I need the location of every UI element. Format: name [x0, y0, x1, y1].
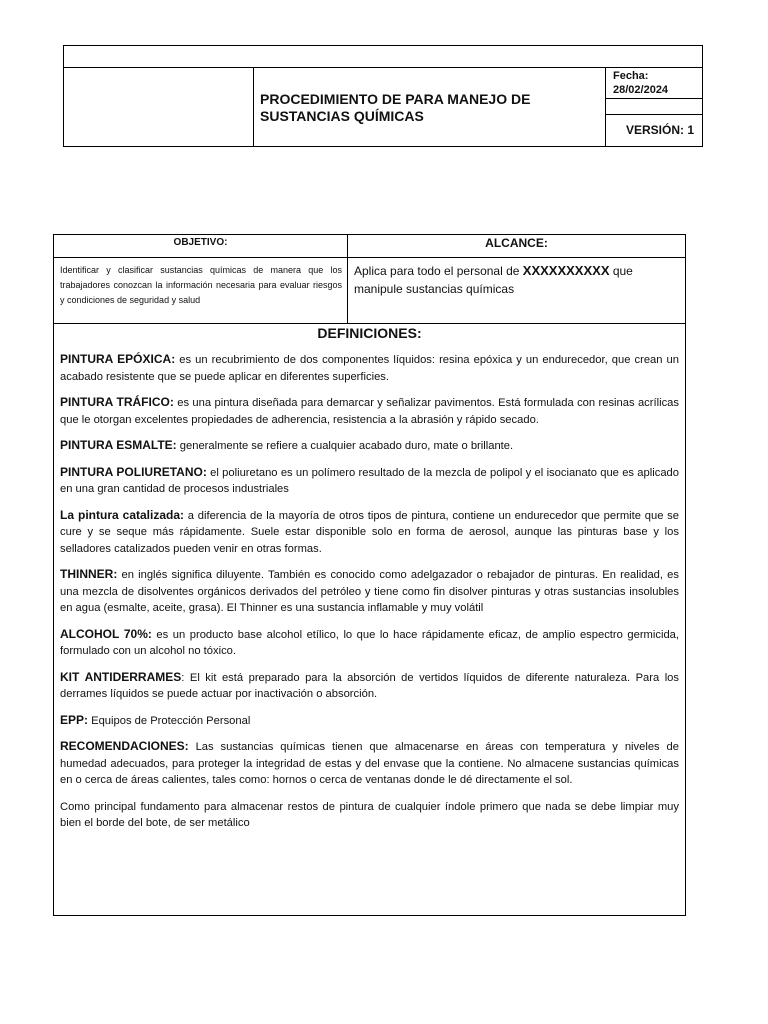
definition-text: Como principal fundamento para almacenar restos de pintura de cualquier índole primero que nada se debe limpiar muy bien el borde del bote, de ser metálico: [60, 800, 679, 829]
definition-item: [60, 738, 679, 789]
logo-cell: [64, 67, 254, 146]
definition-item: [60, 712, 679, 730]
alcance-text-before: Aplica para todo el personal de: [354, 264, 523, 278]
definition-text: Equipos de Protección Personal: [88, 714, 251, 727]
definition-term: PINTURA EPÓXICA:: [60, 352, 176, 366]
definition-text: en inglés significa diluyente. También es conocido como adelgazador o rebajador de pinturas. En realidad, es una mezcla de disolventes orgánicos derivados del petróleo y tiene como fin disolver pinturas y otras sustancias insolubles en agua (esmalte, aceite, grasa). El Thinner es una sustancia inflamable y muy volátil: [60, 569, 679, 614]
meta-divider: [606, 114, 702, 115]
definition-item: [60, 566, 679, 617]
definition-text: el poliuretano es un polímero resultado de la mezcla de polipol y el isocianato que es aplicado en una gran cantidad de procesos industriales: [60, 466, 679, 495]
row-divider: [54, 257, 685, 258]
row-divider: [54, 323, 685, 324]
definition-term: PINTURA TRÁFICO:: [60, 395, 174, 409]
objetivo-text: Identificar y clasificar sustancias químicas de manera que los trabajadores conozcan la información necesaria para evaluar riesgos y condiciones de seguridad y salud: [60, 265, 342, 305]
definition-item: [60, 798, 679, 832]
definiciones-heading: DEFINICIONES:: [317, 325, 422, 341]
definition-term: KIT ANTIDERRAMES: [60, 669, 182, 684]
meta-divider: [606, 98, 702, 99]
definition-term: PINTURA ESMALTE:: [60, 438, 177, 452]
definition-item: [60, 464, 679, 498]
date-value: 28/02/2024: [613, 84, 669, 96]
definition-term: EPP:: [60, 712, 89, 727]
alcance-text: [354, 262, 674, 298]
definition-text: a diferencia de la mayoría de otros tipos de pintura, contiene un endurecedor que permite que se cure y se seque más rápidamente. Suele estar disponible solo en forma de aerosol, aunque las pinturas base y los selladores catalizados pueden venir en otras formas.: [60, 509, 679, 555]
definition-item: [60, 394, 679, 428]
objetivo-heading: OBJETIVO:: [173, 237, 228, 248]
definition-term: ALCOHOL 70%:: [60, 626, 152, 641]
definition-item: [60, 437, 679, 455]
definition-term: THINNER:: [60, 567, 118, 581]
definition-term: La pintura catalizada:: [60, 507, 185, 522]
definition-item: [60, 351, 679, 385]
definition-item: [60, 507, 679, 558]
definition-term: RECOMENDACIONES:: [60, 739, 189, 753]
definition-text: es una pintura diseñada para demarcar y señalizar pavimentos. Está formulada con resinas acrílicas que le otorgan excelentes propiedades de adherencia, resistencia a la abrasión y rápido secado.: [60, 397, 679, 426]
alcance-heading: ALCANCE:: [485, 236, 548, 250]
date-label: Fecha:: [613, 70, 649, 82]
document-title: PROCEDIMIENTO DE PARA MANEJO DE SUSTANCIAS QUÍMICAS: [260, 91, 531, 124]
header-meta: [605, 67, 702, 146]
document-header: [63, 45, 703, 147]
definition-item: [60, 669, 679, 703]
definition-text: : El kit está preparado para la absorción de vertidos líquidos de diferente naturaleza. Para los derrames líquidos se puede actuar por inactivación o absorción.: [60, 671, 679, 700]
date-block: [613, 69, 668, 97]
company-name: XXXXXXXXXX: [522, 263, 610, 278]
procedure-table: [53, 234, 686, 916]
definition-text: Las sustancias químicas tienen que almacenarse en áreas con temperatura y niveles de humedad adecuados, para proteger la integridad de estas y del envase que la contiene. No almacene sustancias químicas en o cerca de áreas calientes, tales como: hornos o cerca de ventanas donde le dé directamente el sol.: [60, 741, 679, 786]
header-top-strip: [64, 46, 702, 68]
definition-term: PINTURA POLIURETANO:: [60, 464, 207, 479]
version-label: VERSIÓN: 1: [625, 123, 694, 137]
definition-text: generalmente se refiere a cualquier acabado duro, mate o brillante.: [176, 440, 514, 452]
definition-text: es un producto base alcohol etílico, lo que lo hace rápidamente eficaz, de amplio espectro germicida, formulado con un alcohol no tóxico.: [60, 628, 679, 657]
definitions-list: [60, 351, 679, 841]
alcance-text-after: que manipule sustancias químicas: [354, 264, 633, 296]
definition-item: [60, 626, 679, 660]
definition-text: es un recubrimiento de dos componentes líquidos: resina epóxica y un endurecedor, que crean un acabado resistente que se puede aplicar en diferentes superficies.: [60, 354, 679, 383]
